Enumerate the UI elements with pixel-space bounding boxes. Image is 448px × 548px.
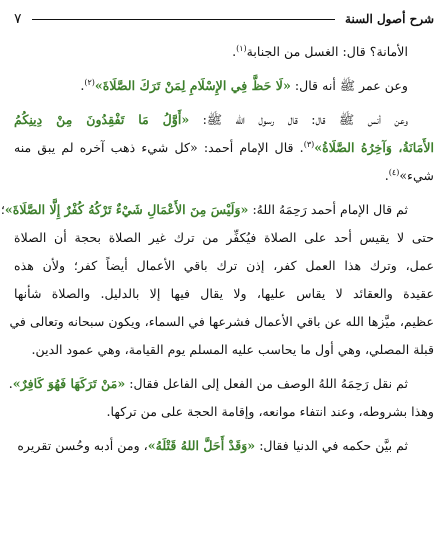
text-line (14, 106, 434, 134)
text-line (14, 336, 434, 364)
quote-text: الأَمَانَةُ، وَآخِرُهُ الصَّلَاةُ» (314, 140, 434, 155)
text-run: ثم قال الإمام أحمد رَحِمَهُ اللهُ: (248, 202, 408, 217)
running-title: شرح أصول السنة (345, 12, 434, 26)
text-run: ، ومن أدبه وحُسن تقريره (17, 438, 148, 453)
text-run: ثم نقل رَحِمَهُ اللهُ الوصف من الفعل إلى الفاعل فقال: (125, 376, 408, 391)
text-run: الأمانة؟ قال: الغسل من الجنابة (246, 44, 408, 59)
text-run: ثم بيَّن حكمه في الدنيا فقال: (255, 438, 408, 453)
quote-text: «أَوَّلُ مَا تَفْقِدُونَ مِنْ دِينِكُمُ (14, 112, 190, 127)
text-line (8, 370, 434, 398)
body-text (0, 38, 434, 460)
text-line (14, 252, 434, 280)
footnote-marker: (٣) (303, 139, 315, 149)
footnote-marker: (٤) (388, 167, 400, 177)
text-run: . (232, 44, 237, 59)
text-run: . (80, 78, 85, 93)
text-run: عظيم، ميَّزها الله عن باقي الأعمال فشرعها في السماء، ويكون سبحانه وتعالى في (9, 314, 434, 329)
paragraph (14, 432, 434, 460)
running-header (14, 6, 434, 32)
text-line (14, 432, 434, 460)
text-run: وهذا بشروطه، وعند انتفاء موانعه، وإقامة الحجة على من تركها. (106, 404, 434, 419)
text-line (9, 308, 434, 336)
text-line (14, 398, 434, 426)
text-run: عمل، وترك هذا العمل كفر، إذن ترك باقي الأعمال أيضاً كفر؛ ولأن هذه (14, 258, 434, 273)
quote-text: «وَلَيْسَ مِنَ الأَعْمَالِ شَيْءٌ تَرْكُهُ كُفْرٌ إِلَّا الصَّلَاةَ» (4, 202, 249, 217)
page-number: ٧ (14, 11, 22, 27)
quote-text: «وَقَدْ أَحَلَّ اللهُ قَتْلَهُ» (147, 438, 256, 453)
text-line (14, 134, 434, 162)
footnote-marker: (١) (236, 43, 247, 53)
text-run: . (8, 376, 13, 391)
text-run: شيء» (399, 168, 434, 183)
paragraph (8, 370, 434, 426)
paragraph (14, 72, 434, 100)
text-run: وعن عمر ﷺ أنه قال: (290, 78, 408, 93)
text-run: قبلة المصلي، وهي أول ما يحاسب عليه المسلم يوم القيامة، وهي عمود الدين. (31, 342, 434, 357)
quote-text: «لَا حَظَّ فِي الإِسْلَامِ لِمَنْ تَرَكَ الصَّلَاةَ» (94, 78, 291, 93)
text-line (14, 162, 434, 190)
paragraph (14, 106, 434, 190)
text-line (14, 280, 434, 308)
header-rule (32, 19, 336, 20)
text-line (0, 196, 434, 224)
text-run: . (384, 168, 389, 183)
text-run: ؛ (0, 202, 5, 217)
paragraph (14, 38, 434, 66)
text-run: وعن أنس ﷺ قال: قال رسول الله ﷺ: (189, 112, 408, 127)
text-run: . قال الإمام أحمد: «كل شيء ذهب آخره لم يبق منه (14, 140, 304, 155)
text-line (14, 72, 434, 100)
footnote-marker: (٢) (84, 77, 95, 87)
text-run: عقيدة والعقائد لا يقاس عليها، ولا يقال فيها إلا بالدليل. والصلاة شأنها (14, 286, 434, 301)
text-run: حتى لا يقيس أحد على الصلاة فيُكفِّر من ترك غير الصلاة بحجة أن الصلاة (14, 230, 434, 245)
quote-text: «مَنْ تَرَكَهَا فَهُوَ كَافِرٌ» (12, 376, 126, 391)
text-line (14, 224, 434, 252)
text-line (14, 38, 434, 66)
paragraph (0, 196, 434, 364)
